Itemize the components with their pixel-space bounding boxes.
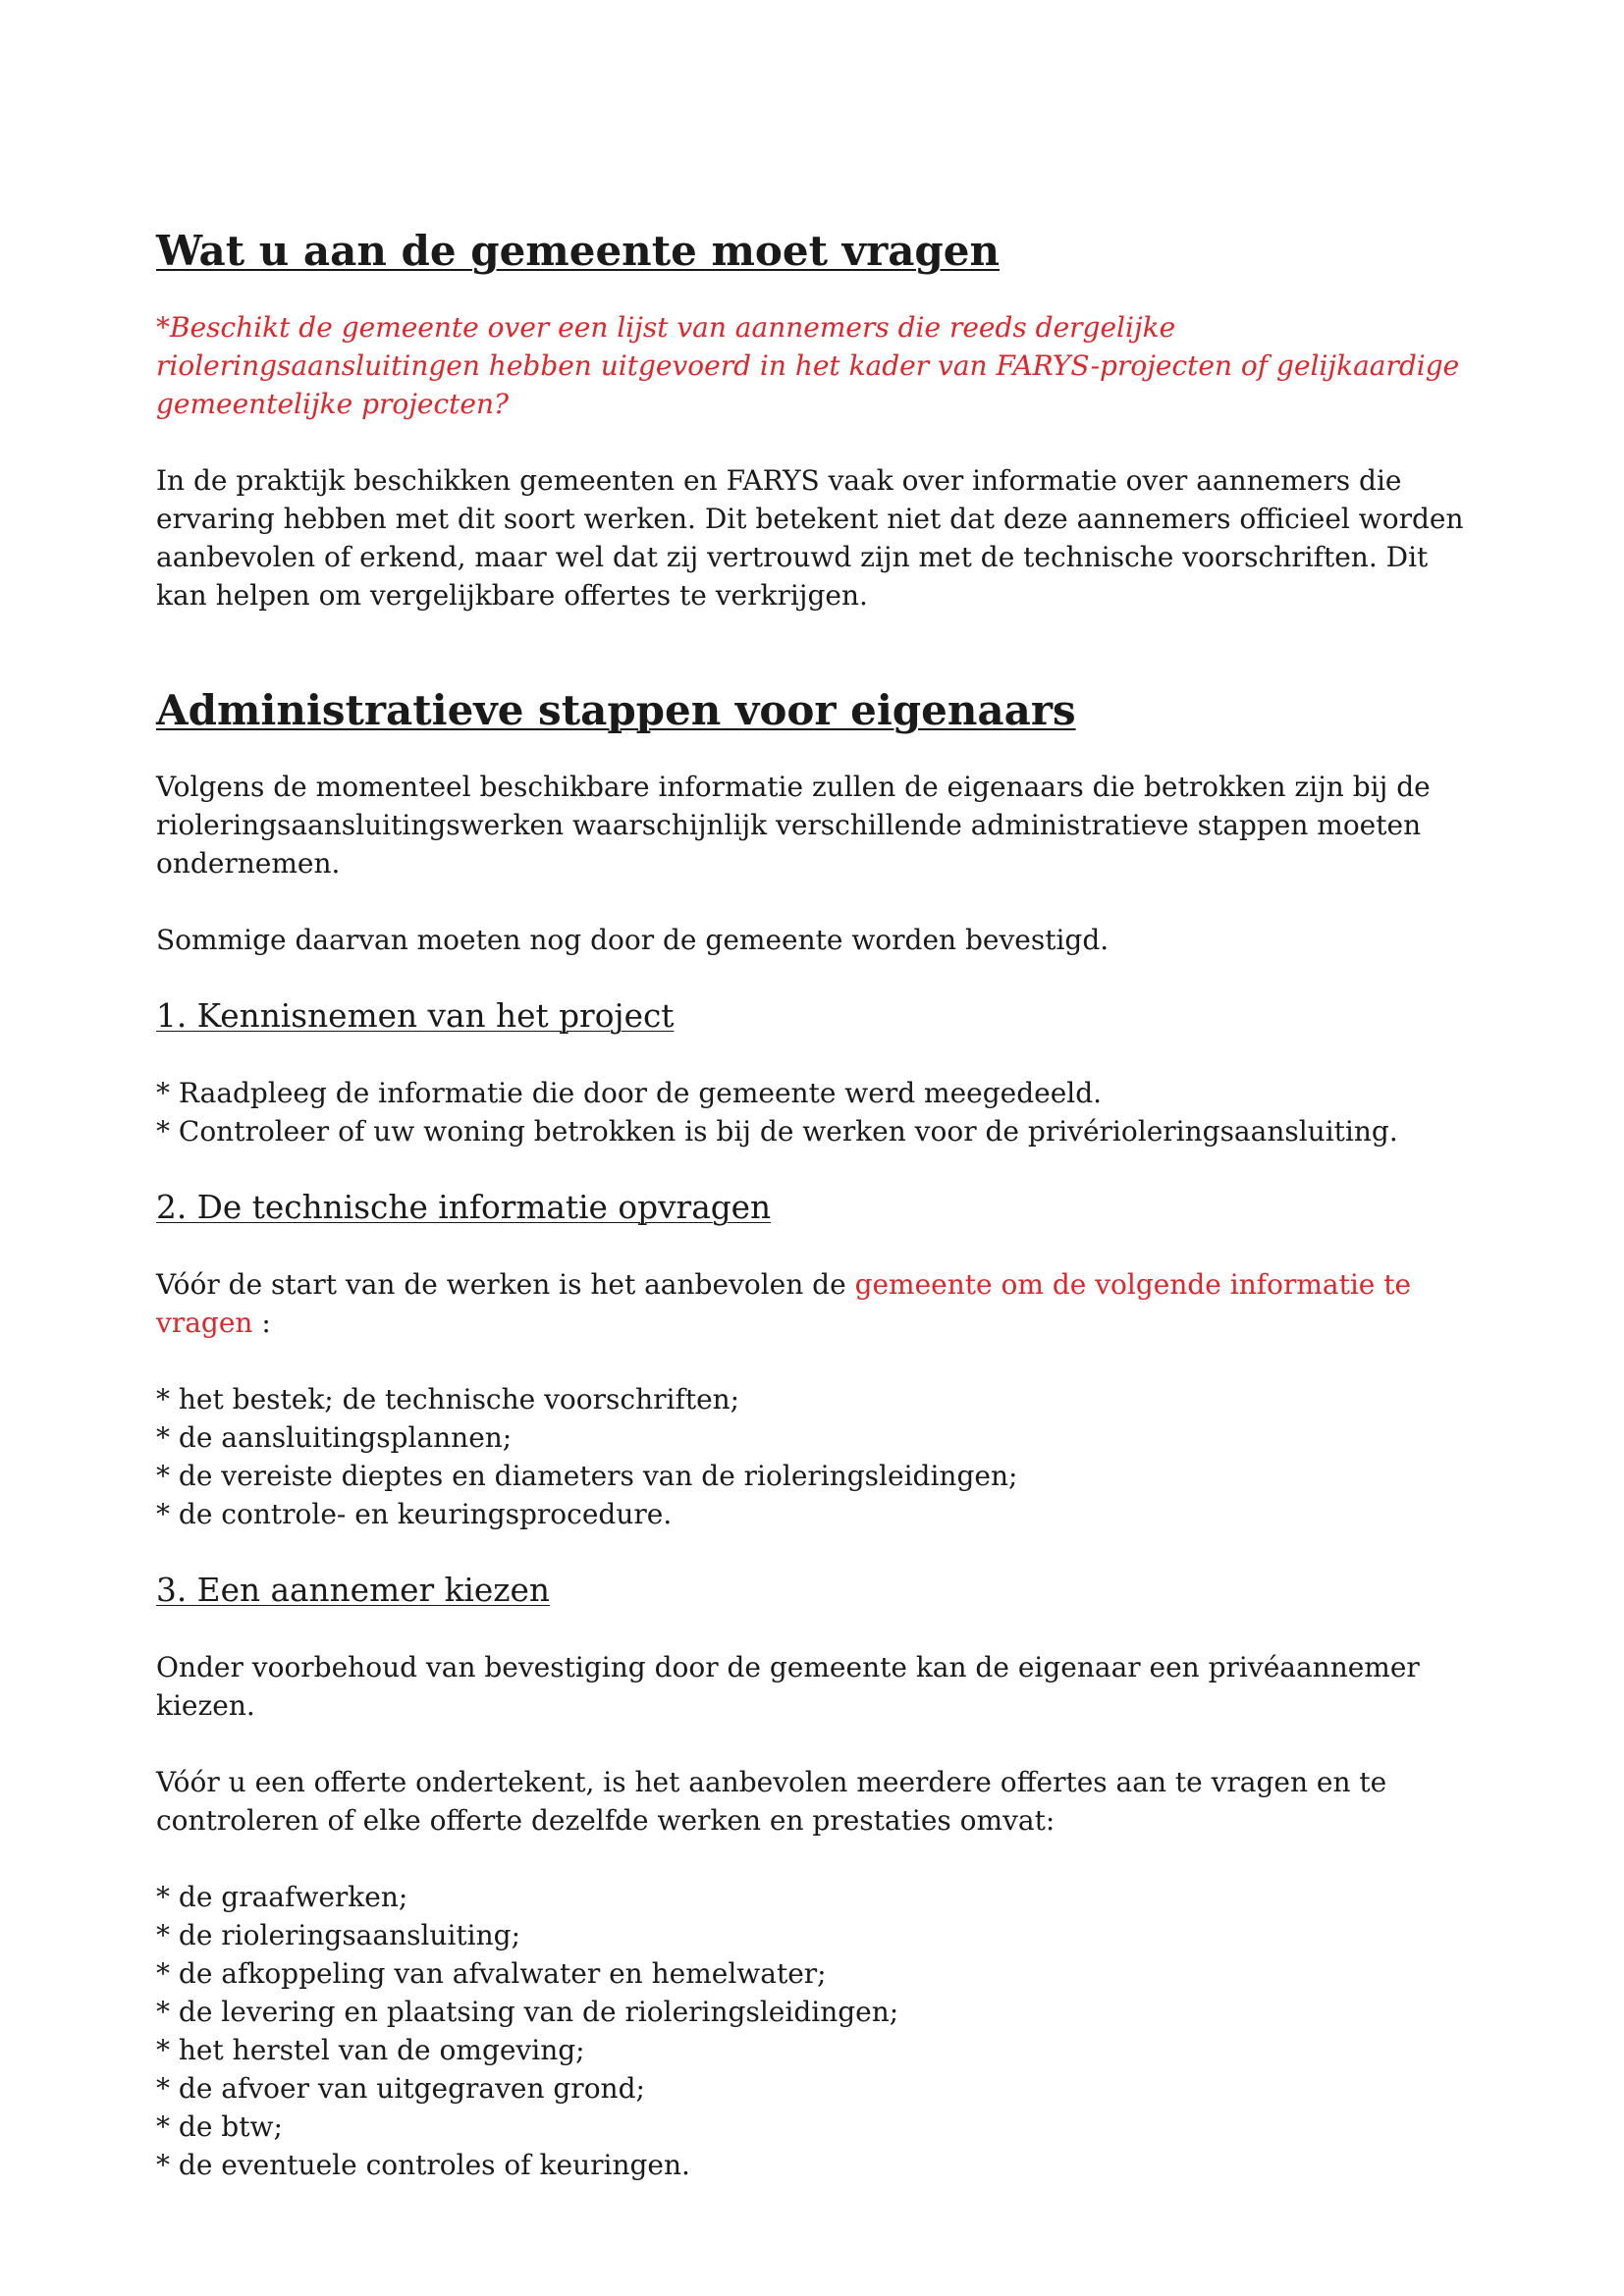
section-heading-admin-steps: Administratieve stappen voor eigenaars (156, 686, 1076, 734)
document-page (156, 227, 1482, 2184)
question-asterisk: * (156, 311, 170, 344)
contractors-paragraph: In de praktijk beschikken gemeenten en FARYS vaak over informatie over aannemers die ervaring hebben met dit soort werken. Dit betekent niet dat deze aannemers officieel worden aanbevolen of erkend, maar wel dat zij vertrouwd zijn met de technische voorschriften. Dit kan helpen om vergelijkbare offertes te verkrijgen. (156, 464, 1464, 612)
list-item: * Raadpleeg de informatie die door de gemeente werd meegedeeld. (156, 1077, 1103, 1109)
step2-list (156, 1380, 1482, 1533)
list-item: * de btw; (156, 2110, 283, 2143)
step2-text-after: : (252, 1307, 271, 1339)
admin-note-paragraph: Sommige daarvan moeten nog door de gemeente worden bevestigd. (156, 924, 1110, 956)
step1-heading: 1. Kennisnemen van het project (156, 997, 675, 1035)
list-item: * Controleer of uw woning betrokken is bij de werken voor de privérioleringsaansluiting. (156, 1115, 1398, 1148)
step3-paragraph-2: Vóór u een offerte ondertekent, is het aanbevolen meerdere offertes aan te vragen en te controleren of elke offerte dezelfde werken en prestaties omvat: (156, 1766, 1387, 1837)
step2-heading: 2. De technische informatie opvragen (156, 1189, 772, 1226)
list-item: * de afkoppeling van afvalwater en hemelwater; (156, 1957, 827, 1990)
question-text: Beschikt de gemeente over een lijst van aannemers die reeds dergelijke rioleringsaansluitingen hebben uitgevoerd in het kader van FARYS-projecten of gelijkaardige gemeentelijke projecten? (156, 311, 1460, 420)
section-heading-municipality-questions: Wat u aan de gemeente moet vragen (156, 227, 1001, 275)
step1-list (156, 1074, 1482, 1150)
step2-text-highlight: gemeente om de volgende informatie te vragen (156, 1268, 1412, 1339)
list-item: * de rioleringsaansluiting; (156, 1919, 521, 1951)
list-item: * het herstel van de omgeving; (156, 2034, 585, 2066)
list-item: * de eventuele controles of keuringen. (156, 2149, 690, 2181)
admin-intro-paragraph: Volgens de momenteel beschikbare informatie zullen de eigenaars die betrokken zijn bij de rioleringsaansluitingswerken waarschijnlijk verschillende administratieve stappen moeten ondernemen. (156, 771, 1431, 880)
list-item: * de levering en plaatsing van de rioleringsleidingen; (156, 1996, 899, 2028)
list-item: * de graafwerken; (156, 1881, 408, 1913)
step2-paragraph (156, 1265, 1482, 1342)
list-item: * de controle- en keuringsprocedure. (156, 1498, 673, 1530)
step3-list (156, 1878, 1482, 2184)
question-red-italic (156, 308, 1482, 423)
step2-text-before: Vóór de start van de werken is het aanbevolen de (156, 1268, 855, 1301)
list-item: * de afvoer van uitgegraven grond; (156, 2072, 645, 2105)
step3-paragraph-1: Onder voorbehoud van bevestiging door de gemeente kan de eigenaar een privéaannemer kiezen. (156, 1651, 1420, 1722)
list-item: * de aansluitingsplannen; (156, 1421, 513, 1454)
list-item: * het bestek; de technische voorschriften; (156, 1383, 740, 1415)
step3-heading: 3. Een aannemer kiezen (156, 1572, 550, 1609)
list-item: * de vereiste dieptes en diameters van de rioleringsleidingen; (156, 1460, 1018, 1492)
